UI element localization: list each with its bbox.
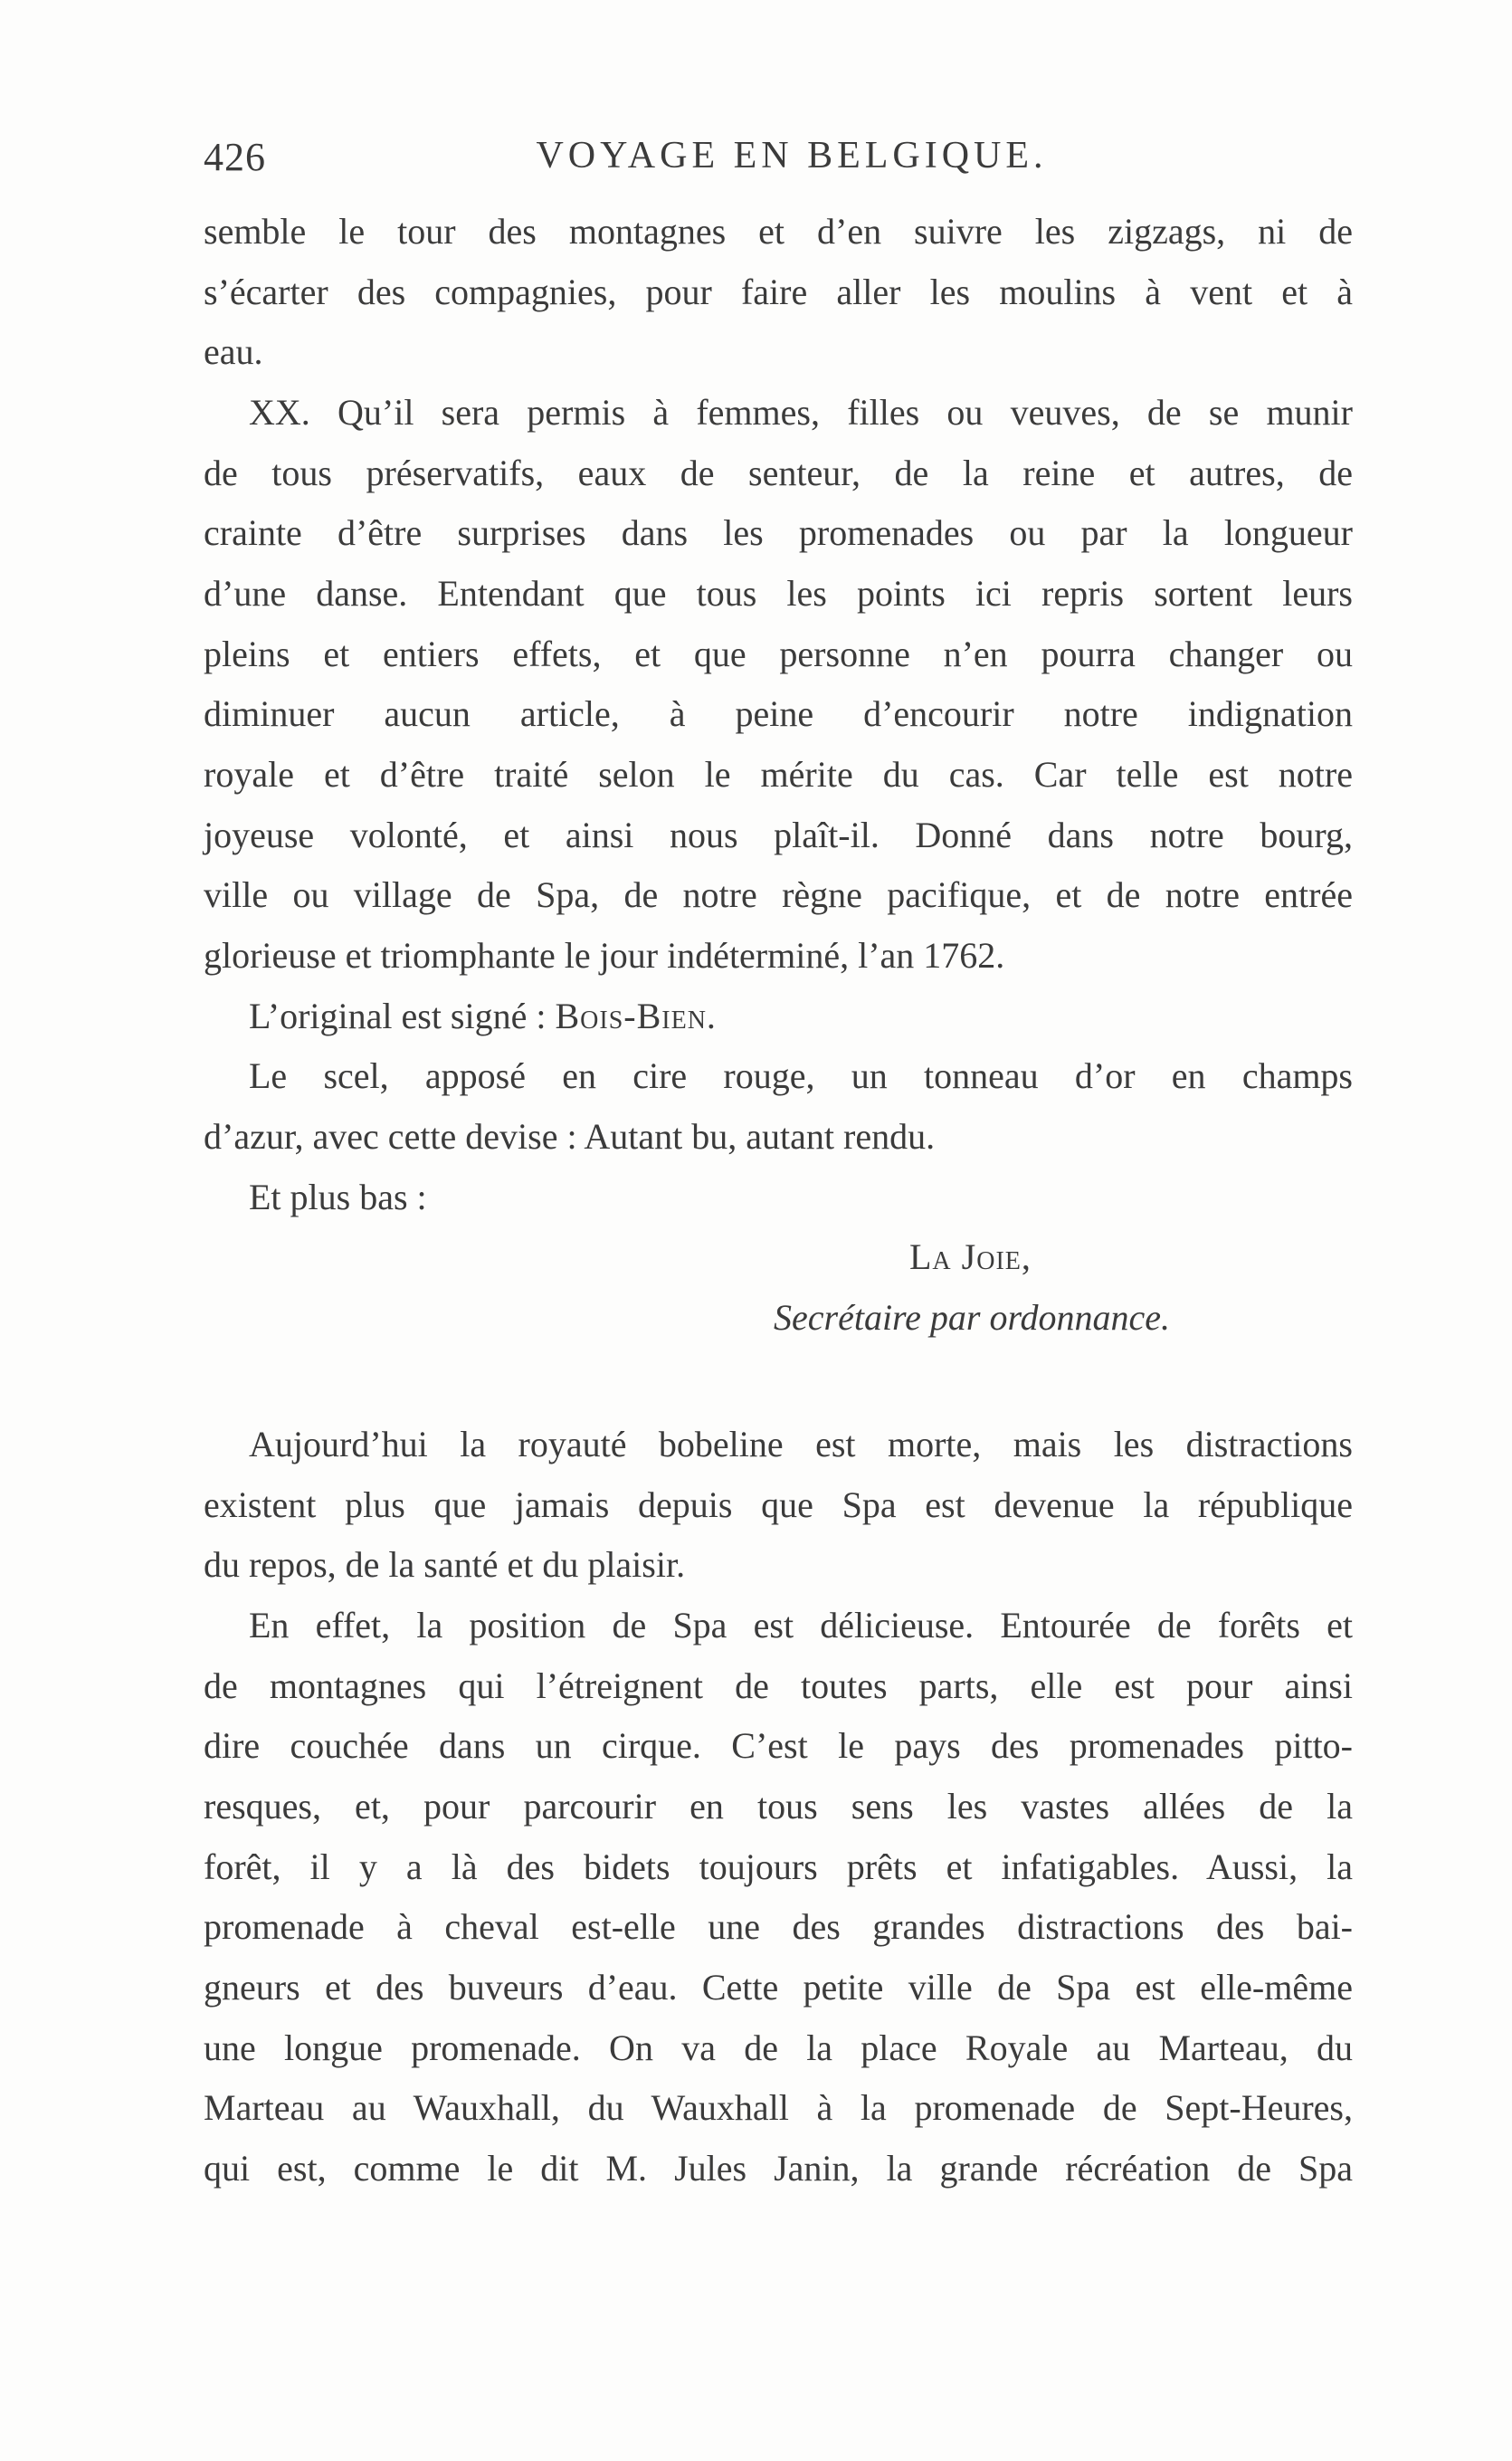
text-line: s’écarter des compagnies, pour faire aller les moulins à vent et à	[204, 272, 1353, 312]
text-line: Marteau au Wauxhall, du Wauxhall à la promenade de Sept-Heures,	[204, 2087, 1353, 2128]
text-line: Le scel, apposé en cire rouge, un tonneau d’or en champs	[249, 1055, 1353, 1096]
text-line: Aujourd’hui la royauté bobeline est morte, mais les distractions	[249, 1424, 1353, 1464]
text-line: gneurs et des buveurs d’eau. Cette petite ville de Spa est elle-même	[204, 1967, 1353, 2008]
text-line: eau.	[204, 331, 263, 372]
text-line: semble le tour des montagnes et d’en suivre les zigzags, ni de	[204, 211, 1353, 252]
secretary-title: Secrétaire par ordonnance.	[774, 1297, 1171, 1338]
text-line: une longue promenade. On va de la place Royale au Marteau, du	[204, 2027, 1353, 2068]
text-line: glorieuse et triomphante le jour indéterminé, l’an 1762.	[204, 935, 1005, 976]
page-number: 426	[204, 135, 266, 179]
text-line: XX. Qu’il sera permis à femmes, filles ou veuves, de se munir	[249, 392, 1353, 433]
text-line: Et plus bas :	[249, 1177, 427, 1217]
text-line: du repos, de la santé et du plaisir.	[204, 1544, 686, 1585]
text-line: d’azur, avec cette devise : Autant bu, autant rendu.	[204, 1116, 936, 1157]
text-line: de tous préservatifs, eaux de senteur, de la reine et autres, de	[204, 453, 1353, 493]
text-line: En effet, la position de Spa est délicieuse. Entourée de forêts et	[249, 1605, 1353, 1645]
signature-label: L’original est signé :	[249, 996, 556, 1036]
secretary-name: La Joie,	[909, 1236, 1032, 1277]
running-title: VOYAGE EN BELGIQUE.	[536, 135, 1048, 176]
text-line: diminuer aucun article, à peine d’encourir notre indignation	[204, 693, 1353, 734]
text-line: de montagnes qui l’étreignent de toutes parts, elle est pour ainsi	[204, 1665, 1353, 1706]
text-line: promenade à cheval est-elle une des grandes distractions des bai-	[204, 1906, 1353, 1947]
page-header	[204, 134, 1353, 188]
text-line: crainte d’être surprises dans les promenades ou par la longueur	[204, 512, 1353, 553]
text-line: joyeuse volonté, et ainsi nous plaît-il. Donné dans notre bourg,	[204, 815, 1353, 855]
signature-line	[204, 991, 1353, 1042]
text-line: d’une danse. Entendant que tous les points ici repris sortent leurs	[204, 573, 1353, 614]
text-line: existent plus que jamais depuis que Spa est devenue la république	[204, 1484, 1353, 1525]
signature-name: Bois-Bien.	[555, 996, 717, 1036]
text-line: royale et d’être traité selon le mérite du cas. Car telle est notre	[204, 754, 1353, 795]
text-line: pleins et entiers effets, et que personne n’en pourra changer ou	[204, 634, 1353, 674]
text-line: ville ou village de Spa, de notre règne pacifique, et de notre entrée	[204, 874, 1353, 915]
text-line: dire couchée dans un cirque. C’est le pays des promenades pitto-	[204, 1725, 1353, 1766]
text-line: qui est, comme le dit M. Jules Janin, la grande récréation de Spa	[204, 2148, 1353, 2189]
text-line: forêt, il y a là des bidets toujours prêts et infatigables. Aussi, la	[204, 1846, 1353, 1887]
text-line: resques, et, pour parcourir en tous sens les vastes allées de la	[204, 1786, 1353, 1827]
